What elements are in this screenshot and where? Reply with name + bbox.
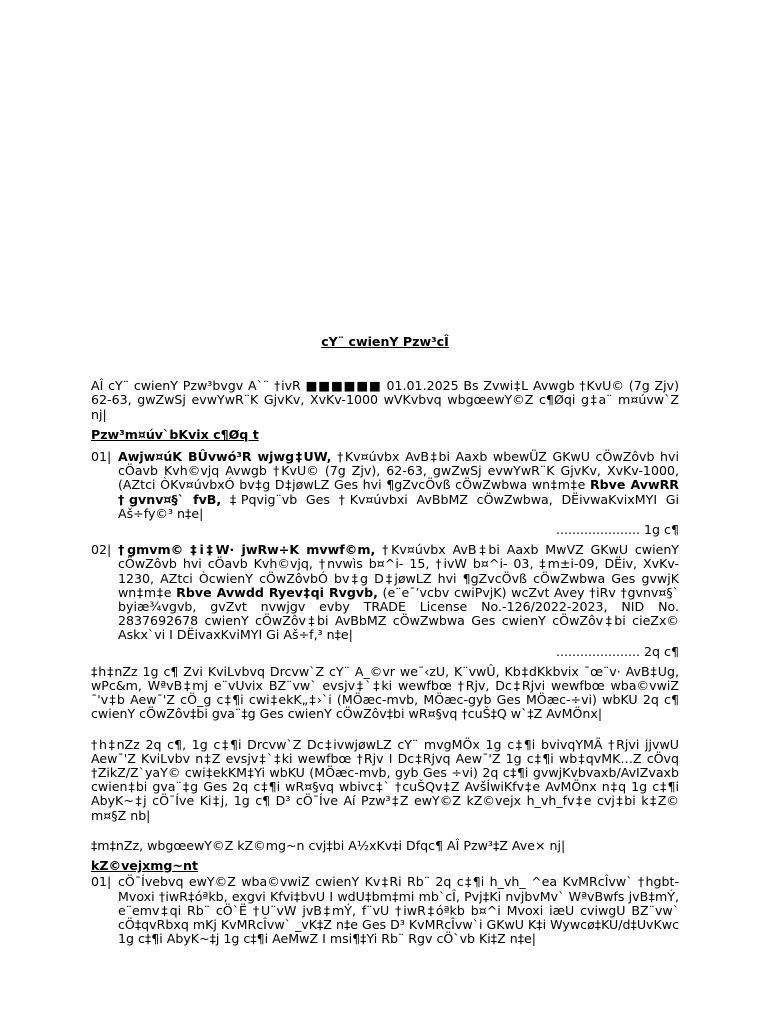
party-signature-line: ..................... 1g c¶ [555, 522, 679, 538]
party-number: 02| [91, 542, 112, 558]
recital-paragraph-2: †h‡nZz 2q c¶, 1g c‡¶i Drcvw`Z Dc‡ivwjøwLZ cY¨ mvgMÖx 1g c‡¶i bvivqYMÄ †Rjvi jjvwU Aew¯'Z KviLvbv n‡Z evsjv‡`‡ki wewfbœ †Rjv I Dc‡Rjvq Aew¯'Z 1g c‡¶i wb‡qvMK…Z cÖvq †ZikZ/Z`yaY© cwi‡ekKM‡Yi wbKU (MÖæc-mvb, gyb Ges ÷vi) 2q c‡¶i gvwjKvbvaxb/AvIZvaxb cwien‡bi gva¨‡g Ges 2q c‡¶i wR¤§vq wbivc‡` †cuŠQv‡Z AvšÍwiKfv‡e AvMÖnx n‡q 1g c‡¶i AbyK~‡j cÖ¯Íve Ki‡j, 1g c¶ D³ cÖ¯Íve Aí Pzw³‡Z ewY©Z kZ©vejx h_vh_fv‡e cvj‡bi k‡Z© m¤§Z nb| [91, 736, 679, 823]
party-company-name: †gmvm© ‡i‡W· jwRw÷K mvwf©m, [118, 542, 376, 558]
party-text: †Kv¤úvbx AvB‡bi Aaxb MwVZ GKwU cwienY cÖwZôvb hvi cÖavb Kvh©vjq, †nvwìs b¤^i- 15, †ivW b¤^i- 03, ‡m±i-09, DËiv, XvKv-1230, AZtci ÒcwienY cÖwZôvbÓ bv‡g D‡jøwLZ hvi ¶gZvcÖvß cÖwZwbwa Ges gvwjK wn‡m‡e [118, 542, 679, 600]
party-description [118, 450, 679, 521]
terms-heading: kZ©vejxmg~nt [91, 858, 198, 874]
party-text-continued: ‡Pqvig¨vb Ges †Kv¤úvbxi AvBbMZ cÖwZwbwa, DËivwaKvixMYI Gi Aš÷fy©³ n‡e| [118, 491, 680, 521]
recital-paragraph-1: ‡h‡nZz 1g c¶ Zvi KviLvbvq Drcvw`Z cY¨ A_©vr we¯‹zU, K¨vwÛ, Kb‡dKkbvix ¯œ¨v· AvB‡Ug, wPc&m, WªvB‡mj e¨vUvix BZ¨vw` evsjv‡`‡ki wewfbœ †Rjv, Dc‡Rjvi wewfbœ wba©vwiZ ¯'v‡b Aew¯'Z cÖ_g c‡¶i cwi‡ekK„‡›`i (MÖæc-mvb, MÖæc-gyb Ges MÖæc-÷vi) wbKU 2q c¶ cwienY cÖwZôv‡bi gva¨‡g Ges cwienY cÖwZôv‡bi wR¤§vq †cuŠ‡Q w`‡Z AvMÖnx| [91, 663, 679, 722]
party-signature-line: ..................... 2q c¶ [555, 643, 679, 659]
agreement-document [91, 335, 679, 946]
intro-paragraph: AÎ cY¨ cwienY Pzw³bvgv A`¨ †ivR ■■■■■■ 01.01.2025 Bs Zvwi‡L Avwgb †KvU© (7g Zjv) 62-63, gwZwSj evwYwR¨K GjvKv, XvKv-1000 wVKvbvq wbgœewY©Z c¶Øqi g‡a¨ m¤úvw`Z nj| [91, 378, 679, 422]
parties-heading: Pzw³m¤úv`bKvix c¶Øq t [91, 426, 259, 442]
term-text: cÖ¯Ívebvq ewY©Z wba©vwiZ cwienY Kv‡Ri Rb¨ 2q c‡¶i h_vh_ ^ea KvMRcÎvw` †hgbt- Mvoxi †iwR‡óªkb, exgvi Kfvi‡bvU I wdU‡bm‡mi mb`cÎ, Pvj‡Ki nvjbvMv` WªvBwfs jvB‡mÝ, e¨emv‡qi Rb¨ cÖ`Ë †U¨vW jvB‡mÝ, f¨vU †iwR‡óªkb b¤^i Mvoxi iæU cviwgU BZ¨vw` cÖ‡qvRbxq mKj KvMRcÎvw` _vK‡Z n‡e Ges D³ KvMRcÎvw`i GKwU K‡i Wywcø‡KU/d‡UvKwc 1g c‡¶i AbyK~‡j 1g c‡¶i AeMwZ I msi¶‡Yi Rb¨ Rgv cÖ`vb Ki‡Z n‡e| [118, 874, 679, 947]
party-item-second [91, 543, 679, 642]
party-text: †Kv¤úvbx AvB‡bi Aaxb wbewÜZ GKwU cÖwZôvb hvi cÖavb Kvh©vjq Avwgb †KvU© (7g Zjv), 62-63, gwZwSj evwYwR¨K GjvKv, XvKv-1000, (AZtci ÒKv¤úvbxÓ bv‡g D‡jøwLZ Ges hvi ¶gZvcÖvß cÖwZwbwa wn‡m‡e [118, 449, 679, 493]
term-item [91, 875, 679, 946]
party-company-name: Awjw¤úK BÛvwó³R wjwg‡UW, [118, 449, 332, 465]
party-representative-name: Rbve Avwdd Ryev‡qi Rvgvb, [176, 584, 378, 600]
party-number: 01| [91, 449, 112, 465]
recital-paragraph-3: ‡m‡nZz, wbgœewY©Z kZ©mg~n cvj‡bi A½xKv‡i Dfqc¶ AÎ Pzw³‡Z Ave× nj| [91, 837, 566, 853]
party-text-continued: (e¨e¯’vcbv cwiPvjK) wcZvt Avey †iRv †gvnv¤§` byiæ¾vgvb, gvZvt nvwjgv evby TRADE License No.-126/2022-2023, NID No. 2837692678 cwienY cÖwZôv‡bi AvBbMZ cÖwZwbwa Ges cwienY cÖwZôv‡bi cieZx© Askx`vi I DËivaxKviMYI Gi Aš÷f‚³ n‡e| [118, 584, 679, 643]
party-item-first [91, 450, 679, 521]
document-title: cY¨ cwienY Pzw³cÎ [321, 334, 449, 349]
term-number: 01| [91, 874, 112, 890]
party-description [118, 543, 679, 642]
party-representative-name: Rbve AvwRR †gvnv¤§` fvB, [118, 477, 679, 507]
